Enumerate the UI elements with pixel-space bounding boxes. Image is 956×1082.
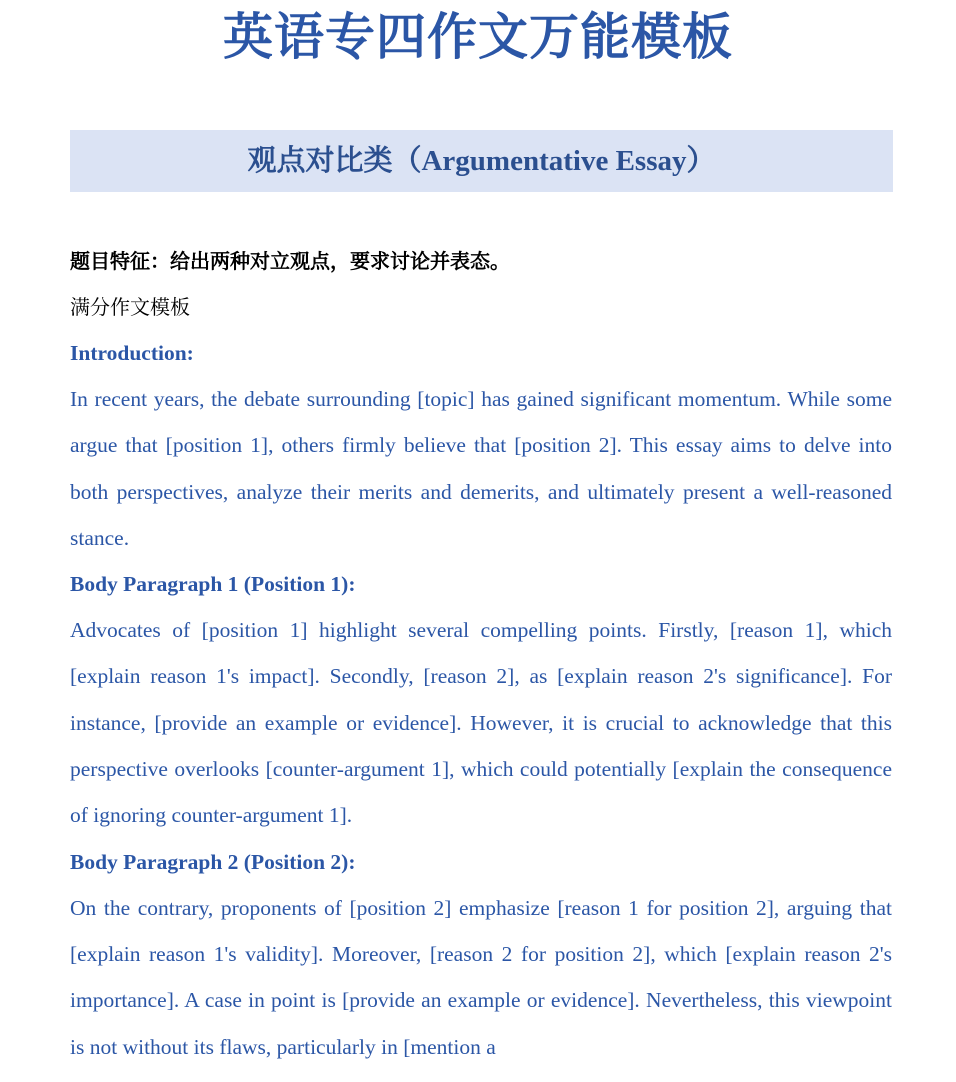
section-heading-body-1: Body Paragraph 1 (Position 1): [70,572,356,597]
document-title: 英语专四作文万能模板 [223,8,733,66]
section-paragraph-introduction: In recent years, the debate surrounding [topic] has gained significant momentum. While some argue that [position 1], others firmly believe that [position 2]. This essay aims to delve into both perspectives, analyze their merits and demerits, and ultimately present a well-reasoned stance. [70,387,892,550]
section-heading-body-2: Body Paragraph 2 (Position 2): [70,849,356,874]
section-paragraph-body-1: Advocates of [position 1] highlight several compelling points. Firstly, [reason 1], which [explain reason 1's impact]. Secondly, [reason 2], as [explain reason 2's significance]. For instance, [provide an example or evidence]. However, it is crucial to acknowledge that this perspective overlooks [counter-argument 1], which could potentially [explain the consequence of ignoring counter-argument 1]. [70,618,892,828]
topic-feature-line: 题目特征：给出两种对立观点，要求讨论并表态。 [70,249,510,273]
section-paragraph-body-2: On the contrary, proponents of [position 2] emphasize [reason 1 for position 2], arguing that [explain reason 1's validity]. Moreover, [reason 2 for position 2], which [explain reason 2's importance]. A case in point is [provide an example or evidence]. Nevertheless, this viewpoint is not without its flaws, particularly in [mention a [70,895,892,1059]
section-title: 观点对比类（Argumentative Essay） [247,145,716,177]
document-body [70,238,892,1070]
section-heading-introduction: Introduction: [70,341,194,365]
template-subtitle: 满分作文模板 [70,295,190,319]
section-banner [70,130,893,192]
